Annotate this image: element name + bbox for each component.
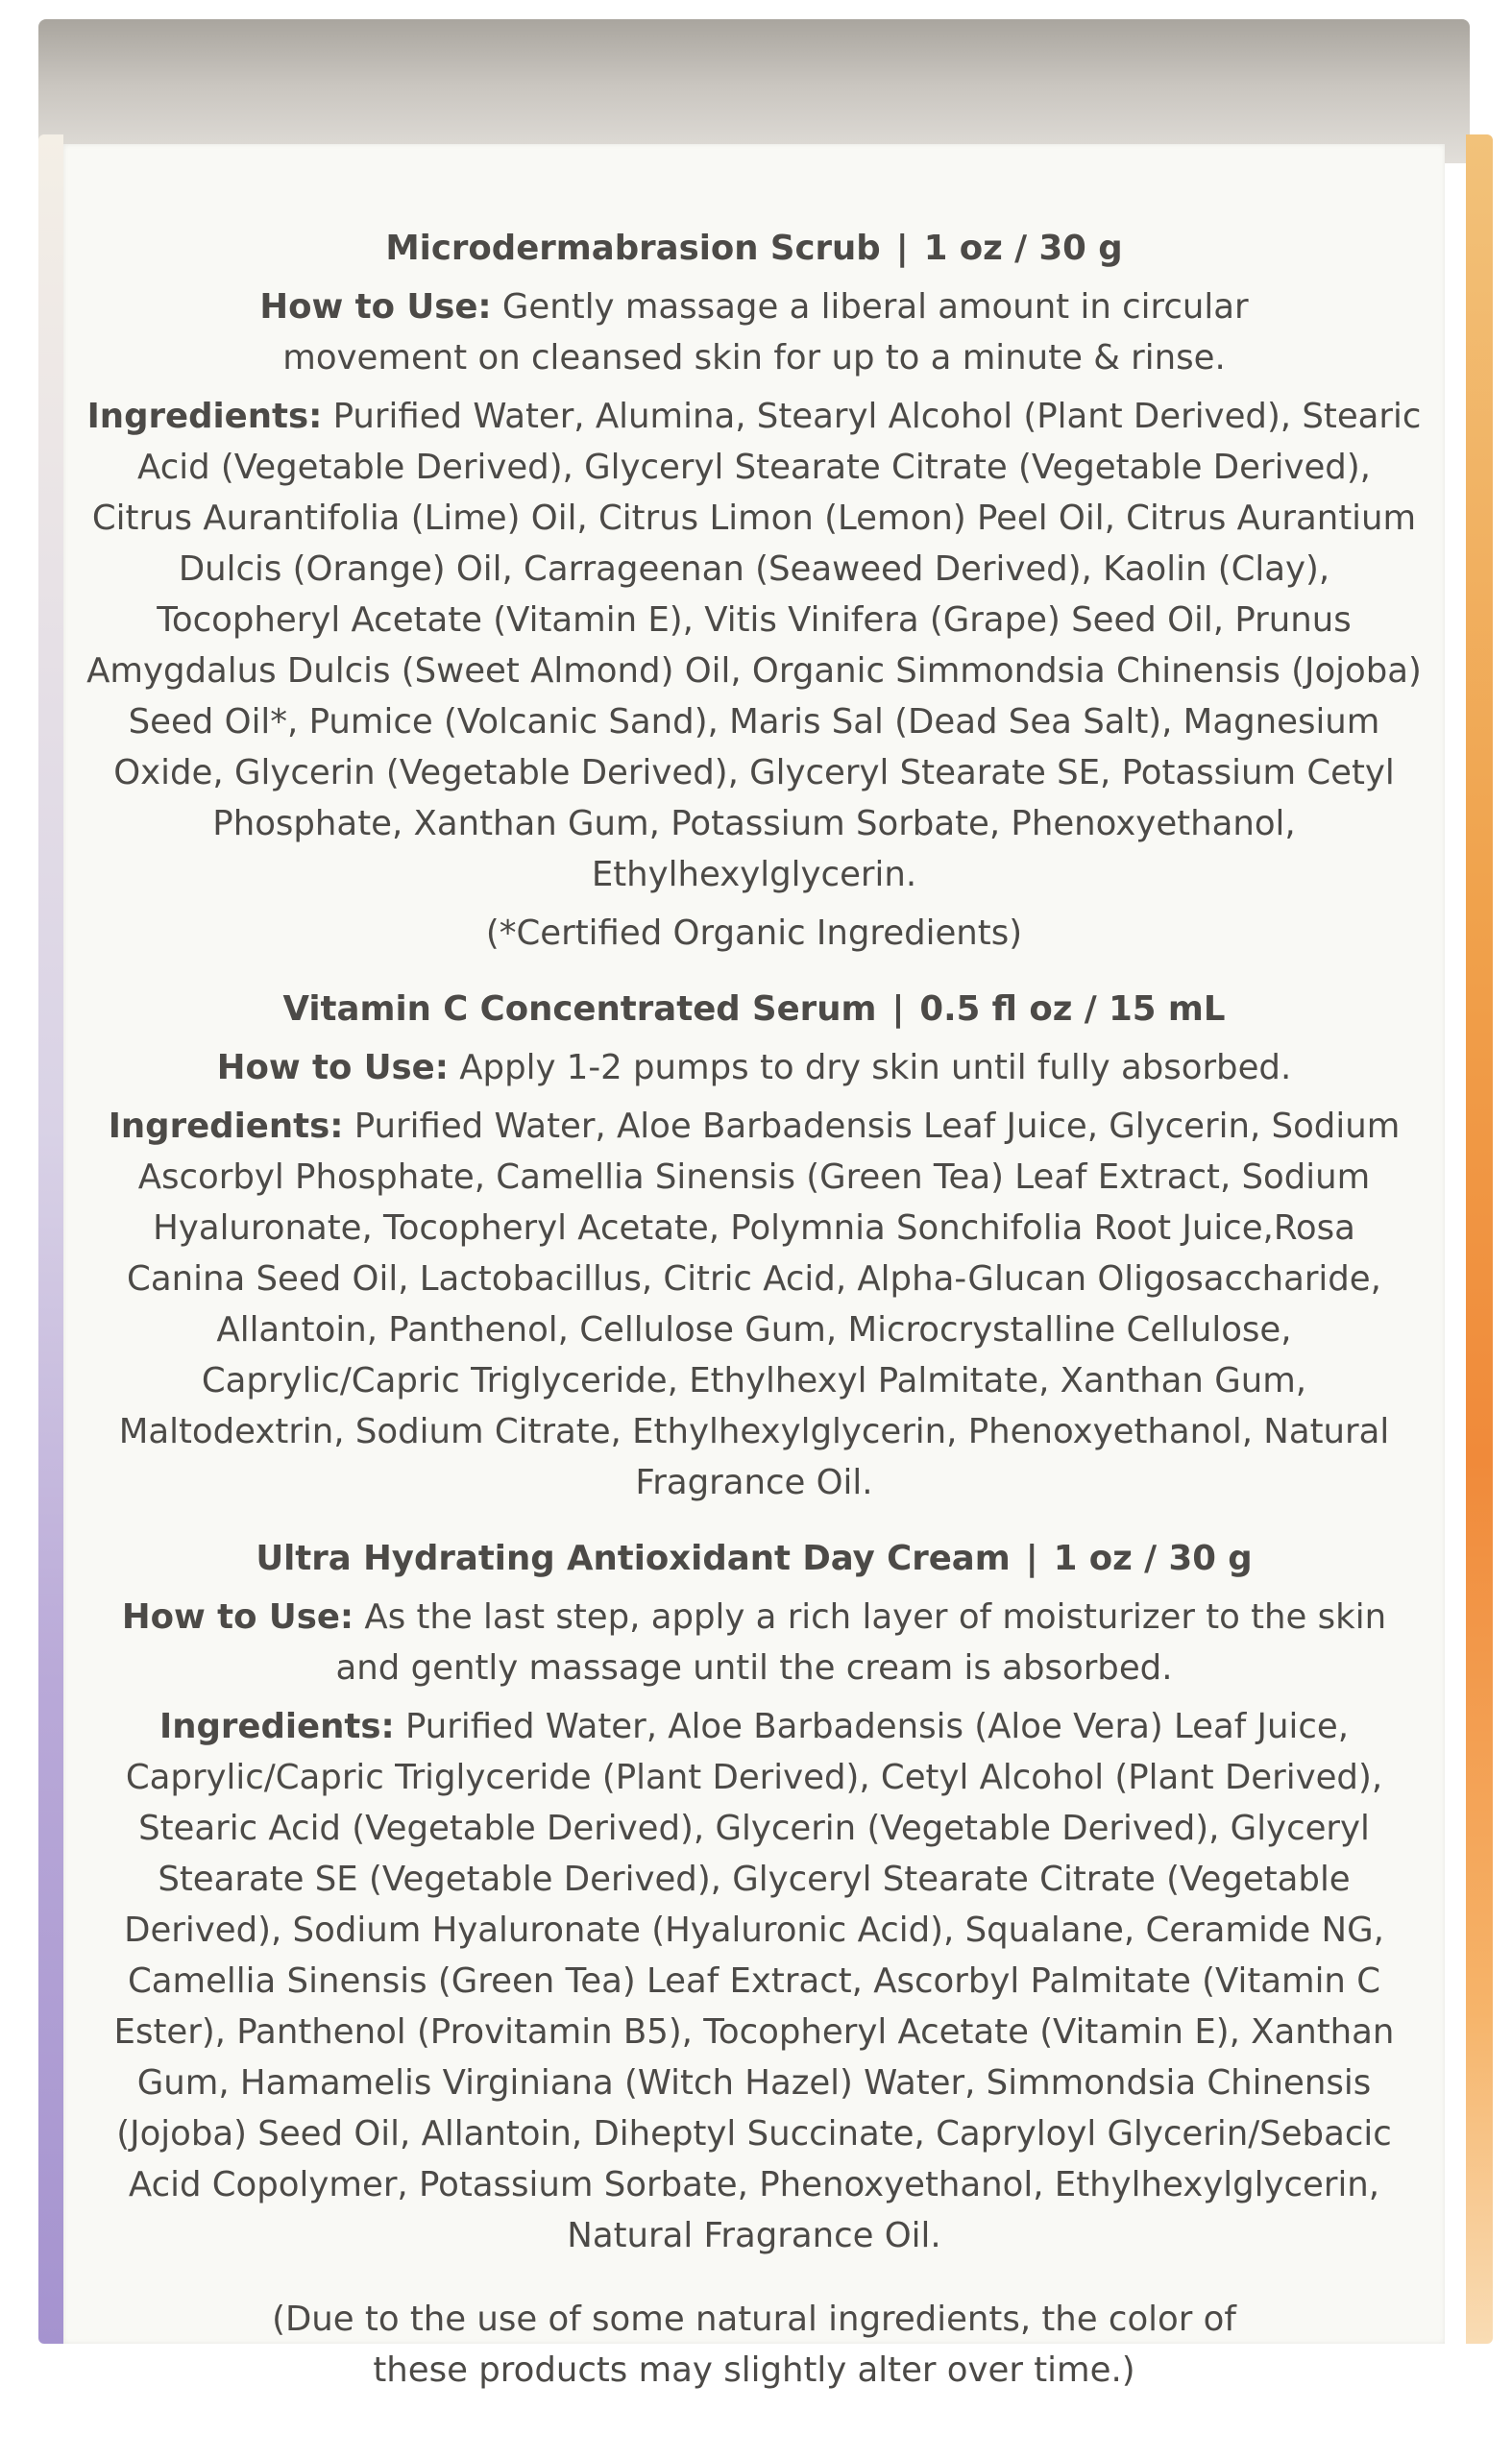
- organic-note: (*Certified Organic Ingredients): [485, 913, 1023, 953]
- ingredients-label: Ingredients:: [108, 1107, 344, 1146]
- product-section-day-cream: [83, 1533, 1426, 2261]
- how-to-use: [83, 1042, 1426, 1093]
- product-heading: [83, 223, 1426, 274]
- box-top-flap: [38, 19, 1470, 163]
- how-to-use-label: How to Use:: [259, 287, 492, 327]
- how-to-use-text: Gently massage a liberal amount in circular movement on cleansed skin for up to a minute & rinse.: [282, 287, 1249, 377]
- product-size: 0.5 fl oz / 15 mL: [919, 989, 1226, 1029]
- heading-separator: |: [1025, 1539, 1038, 1578]
- product-name: Vitamin C Concentrated Serum: [282, 989, 877, 1029]
- product-size: 1 oz / 30 g: [923, 229, 1123, 268]
- how-to-use-label: How to Use:: [216, 1048, 449, 1087]
- ingredients-text: Purified Water, Aloe Barbadensis Leaf Juice, Glycerin, Sodium Ascorbyl Phosphate, Camellia Sinensis (Green Tea) Leaf Extract, Sodium Hyaluronate, Tocopheryl Acetate, Polymnia Sonchifolia Root Juice,Rosa Canina Seed Oil, Lactobacillus, Citric Acid, Alpha-Glucan Oligosaccharide, Allantoin, Panthenol, Cellulose Gum, Microcrystalline Cellulose, Caprylic/Capric Triglyceride, Ethylhexyl Palmitate, Xanthan Gum, Maltodextrin, Sodium Citrate, Ethylhexylglycerin, Phenoxyethanol, Natural Fragrance Oil.: [118, 1107, 1401, 1502]
- ingredients-text: Purified Water, Aloe Barbadensis (Aloe Vera) Leaf Juice, Caprylic/Capric Triglyceride (Plant Derived), Cetyl Alcohol (Plant Derived), Stearic Acid (Vegetable Derived), Glycerin (Vegetable Derived), Glyceryl Stearate SE (Vegetable Derived), Glyceryl Stearate Citrate (Vegetable Derived), Sodium Hyaluronate (Hyaluronic Acid), Squalane, Ceramide NG, Camellia Sinensis (Green Tea) Leaf Extract, Ascorbyl Palmitate (Vitamin C Ester), Panthenol (Provitamin B5), Tocopheryl Acetate (Vitamin E), Xanthan Gum, Hamamelis Virginiana (Witch Hazel) Water, Simmondsia Chinensis (Jojoba) Seed Oil, Allantoin, Diheptyl Succinate, Capryloyl Glycerin/Sebacic Acid Copolymer, Potassium Sorbate, Phenoxyethanol, Ethylhexylglycerin, Natural Fragrance Oil.: [113, 1707, 1395, 2255]
- product-section-scrub: [83, 223, 1426, 959]
- product-heading: [83, 984, 1426, 1035]
- product-heading: [83, 1533, 1426, 1584]
- ingredients: [83, 1101, 1426, 1508]
- ingredients: [83, 1701, 1426, 2261]
- product-name: Microdermabrasion Scrub: [385, 229, 881, 268]
- how-to-use-label: How to Use:: [121, 1597, 354, 1637]
- product-size: 1 oz / 30 g: [1053, 1539, 1253, 1578]
- product-name: Ultra Hydrating Antioxidant Day Cream: [256, 1539, 1011, 1578]
- label-text: [83, 223, 1426, 2396]
- ingredients-label: Ingredients:: [159, 1707, 395, 1746]
- product-section-serum: [83, 984, 1426, 1508]
- box-right-edge: [1466, 134, 1493, 2344]
- ingredients: [83, 391, 1426, 900]
- how-to-use-text: As the last step, apply a rich layer of moisturizer to the skin and gently massage until the cream is absorbed.: [335, 1597, 1387, 1688]
- heading-separator: |: [895, 229, 909, 268]
- box-left-edge: [38, 134, 63, 2344]
- how-to-use: [83, 1592, 1426, 1693]
- how-to-use-text: Apply 1-2 pumps to dry skin until fully absorbed.: [459, 1048, 1292, 1087]
- heading-separator: |: [891, 989, 905, 1029]
- ingredients-text: Purified Water, Alumina, Stearyl Alcohol (Plant Derived), Stearic Acid (Vegetable Derived), Glyceryl Stearate Citrate (Vegetable Derived), Citrus Aurantifolia (Lime) Oil, Citrus Limon (Lemon) Peel Oil, Citrus Aurantium Dulcis (Orange) Oil, Carrageenan (Seaweed Derived), Kaolin (Clay), Tocopheryl Acetate (Vitamin E), Vitis Vinifera (Grape) Seed Oil, Prunus Amygdalus Dulcis (Sweet Almond) Oil, Organic Simmondsia Chinensis (Jojoba) Seed Oil*, Pumice (Volcanic Sand), Maris Sal (Dead Sea Salt), Magnesium Oxide, Glycerin (Vegetable Derived), Glyceryl Stearate SE, Potassium Cetyl Phosphate, Xanthan Gum, Potassium Sorbate, Phenoxyethanol, Ethylhexylglycerin.: [86, 397, 1422, 894]
- color-change-note: (Due to the use of some natural ingredients, the color of these products may slightly alter over time.): [272, 2300, 1236, 2390]
- how-to-use: [83, 281, 1426, 383]
- ingredients-label: Ingredients:: [86, 397, 323, 436]
